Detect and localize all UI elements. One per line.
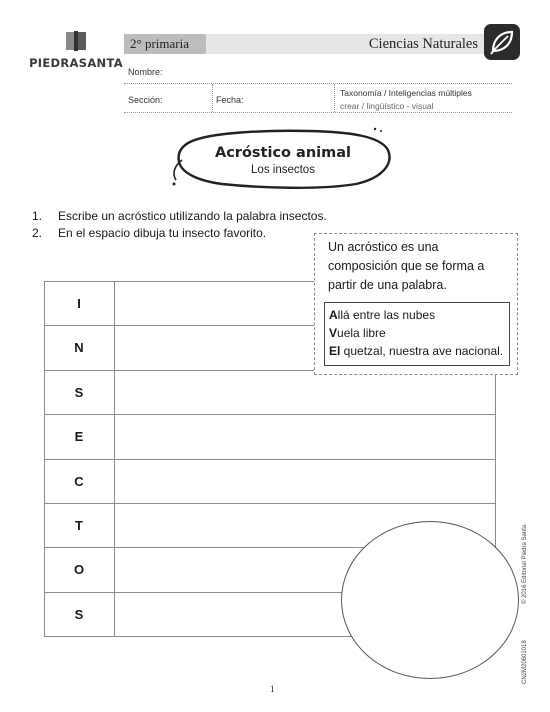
- example-line: Vuela libre: [329, 326, 386, 340]
- publisher-logo: [28, 30, 124, 70]
- instruction-1: 1. Escribe un acróstico utilizando la palabra insectos.: [32, 209, 327, 223]
- name-label: Nombre:: [128, 67, 163, 77]
- product-code: CN2M20601018: [522, 640, 528, 684]
- form-divider-2: [334, 84, 335, 112]
- book-logo-icon: [63, 30, 89, 52]
- acrostic-letter: C: [74, 474, 84, 489]
- instruction-2: 2. En el espacio dibuja tu insecto favorito.: [32, 226, 267, 240]
- definition-line: composición que se forma a: [328, 259, 485, 273]
- logo-text: PIEDRASANTA: [29, 56, 123, 70]
- acrostic-letter: S: [74, 385, 84, 400]
- form-bottom-line: [124, 112, 512, 113]
- acrostic-letter: O: [73, 562, 85, 577]
- definition-box: [314, 233, 518, 375]
- grade-label: 2° primaria: [130, 36, 189, 51]
- copyright-text: © 2016 Editorial Piedra Santa.: [522, 523, 528, 604]
- example-line: El quetzal, nuestra ave nacional.: [329, 344, 504, 358]
- date-label: Fecha:: [216, 95, 244, 105]
- definition-line: partir de una palabra.: [328, 278, 447, 292]
- acrostic-letter: S: [74, 607, 84, 622]
- taxonomy-label: Taxonomía / Inteligencias múltiples: [340, 88, 472, 98]
- name-line: [124, 83, 512, 84]
- definition-line: Un acróstico es una: [328, 240, 439, 254]
- leaf-icon: [484, 24, 520, 60]
- section-label: Sección:: [128, 95, 163, 105]
- acrostic-letter: N: [74, 340, 84, 355]
- drawing-area[interactable]: [341, 521, 519, 679]
- worksheet-subtitle: Los insectos: [251, 164, 315, 176]
- example-line: Allá entre las nubes: [329, 308, 436, 322]
- acrostic-letter: T: [75, 518, 83, 533]
- subject-label: Ciencias Naturales: [368, 36, 478, 52]
- taxonomy-values: crear / lingüístico - visual: [340, 101, 434, 111]
- form-divider-1: [212, 84, 213, 112]
- worksheet-title: Acróstico animal: [214, 145, 351, 161]
- example-box: [324, 302, 510, 366]
- acrostic-letter: E: [74, 429, 84, 444]
- acrostic-letter: I: [77, 296, 81, 311]
- page-number: 1: [270, 684, 275, 694]
